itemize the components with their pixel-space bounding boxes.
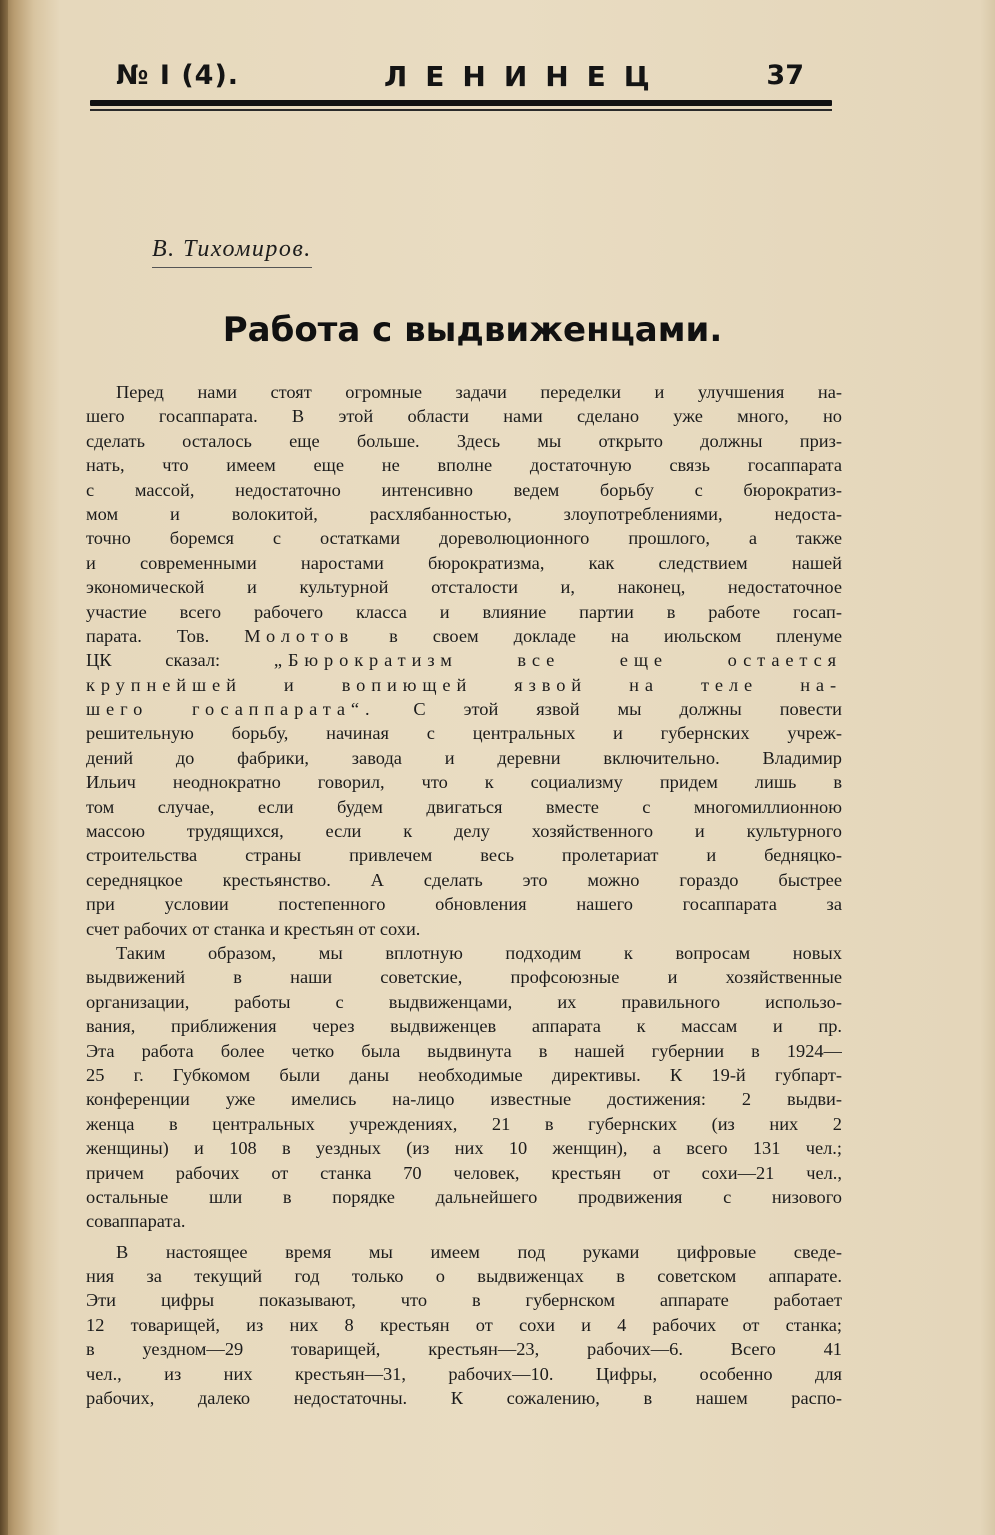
text-line: шего госаппарата. В этой области нами сделано уже много, но (86, 406, 842, 427)
text-line: выдвижений в наши советские, профсоюзные и хозяйственные (86, 967, 842, 988)
text-line: с массой, недостаточно интенсивно ведем борьбу с бюрократиз- (86, 479, 842, 500)
text-line: ния за текущий год только о выдвиженцах в советском аппарате. (86, 1266, 842, 1287)
emphasized-quote: „Бюрократизм все еще остается (273, 650, 842, 671)
text-line: экономической и культурной отсталости и, наконец, недостаточное (86, 577, 842, 598)
text-line (86, 648, 842, 672)
running-header (116, 56, 830, 100)
text-line (86, 624, 842, 648)
text-line: нать, что имеем еще не вполне достаточную связь госаппарата (86, 455, 842, 476)
text-fragment: ЦК сказал: (86, 650, 221, 671)
emphasized-quote: крупнейшей и вопиющей язвой на теле на- (86, 674, 842, 695)
article-body (86, 380, 842, 1410)
text-line: сделать осталось еще больше. Здесь мы открыто должны приз- (86, 430, 842, 451)
text-line: организации, работы с выдвиженцами, их правильного использо- (86, 991, 842, 1012)
paragraph-3 (86, 1240, 842, 1411)
issue-number: № I (4). (116, 60, 240, 91)
text-line: вания, приближения через выдвиженцев аппарата к массам и пр. (86, 1016, 842, 1037)
text-line: и современными наростами бюрократизма, как следствием нашей (86, 552, 842, 573)
text-line: рабочих, далеко недостаточны. К сожалению, в нашем распо- (86, 1388, 842, 1409)
article-author: В. Тихомиров. (152, 236, 312, 268)
text-line: Ильич неоднократно говорил, что к социализму придем лишь в (86, 772, 842, 793)
text-line: соваппарата. (86, 1211, 186, 1232)
text-fragment: С этой язвой мы должны повести (413, 699, 842, 720)
text-line: точно боремся с остатками дореволюционного прошлого, а также (86, 528, 842, 549)
text-line: Эти цифры показывают, что в губернском аппарате работает (86, 1290, 842, 1311)
text-line: 25 г. Губкомом были даны необходимые директивы. К 19-й губпарт- (86, 1064, 842, 1085)
journal-title: ЛЕНИНЕЦ (384, 60, 668, 93)
text-line: женщины) и 108 в уездных (из них 10 женщин), а всего 131 чел.; (86, 1138, 842, 1159)
text-line: Эта работа более четко была выдвинута в нашей губернии в 1924— (86, 1040, 842, 1061)
text-line: массою трудящихся, если к делу хозяйственного и культурного (86, 821, 842, 842)
text-line: 12 товарищей, из них 8 крестьян от сохи и 4 рабочих от станка; (86, 1314, 842, 1335)
paragraph-1 (86, 380, 842, 941)
page-number: 37 (766, 60, 804, 91)
text-line: мом и волокитой, расхлябанностью, злоупотреблениями, недоста- (86, 503, 842, 524)
text-line: середняцкое крестьянство. А сделать это можно гораздо быстрее (86, 869, 842, 890)
text-fragment: парата. Тов. (86, 625, 210, 646)
paragraph-2 (86, 941, 842, 1234)
header-rule (90, 100, 832, 106)
text-line: чел., из них крестьян—31, рабочих—10. Цифры, особенно для (86, 1363, 842, 1384)
text-line: в уездном—29 товарищей, крестьян—23, рабочих—6. Всего 41 (86, 1339, 842, 1360)
header-rule-thin (90, 109, 832, 111)
text-line: при условии постепенного обновления нашего госаппарата за (86, 894, 842, 915)
text-line: дений до фабрики, завода и деревни включительно. Владимир (86, 747, 842, 768)
text-line: женца в центральных учреждениях, 21 в губернских (из них 2 (86, 1113, 842, 1134)
text-line (86, 697, 842, 721)
text-line: конференции уже имелись на-лицо известные достижения: 2 выдви- (86, 1089, 842, 1110)
text-line: решительную борьбу, начиная с центральных и губернских учреж- (86, 723, 842, 744)
article-title: Работа с выдвиженцами. (222, 310, 723, 350)
emphasized-quote: шего госаппарата“. (86, 699, 376, 720)
text-line: остальные шли в порядке дальнейшего продвижения с низового (86, 1186, 842, 1207)
text-line: Перед нами стоят огромные задачи переделки и улучшения на- (116, 382, 842, 402)
text-fragment: в своем докладе на июльском пленуме (389, 625, 842, 646)
emphasized-name: Молотов (244, 625, 355, 646)
text-line: строительства страны привлечем весь пролетариат и бедняцко- (86, 845, 842, 866)
text-line: Таким образом, мы вплотную подходим к вопросам новых (116, 942, 842, 963)
text-line: участие всего рабочего класса и влияние партии в работе госап- (86, 601, 842, 622)
text-line: том случае, если будем двигаться вместе с многомиллионною (86, 796, 842, 817)
text-line: причем рабочих от станка 70 человек, крестьян от сохи—21 чел., (86, 1162, 842, 1183)
text-line: В настоящее время мы имеем под руками цифровые сведе- (116, 1241, 842, 1262)
text-line: счет рабочих от станка и крестьян от сохи. (86, 918, 421, 939)
